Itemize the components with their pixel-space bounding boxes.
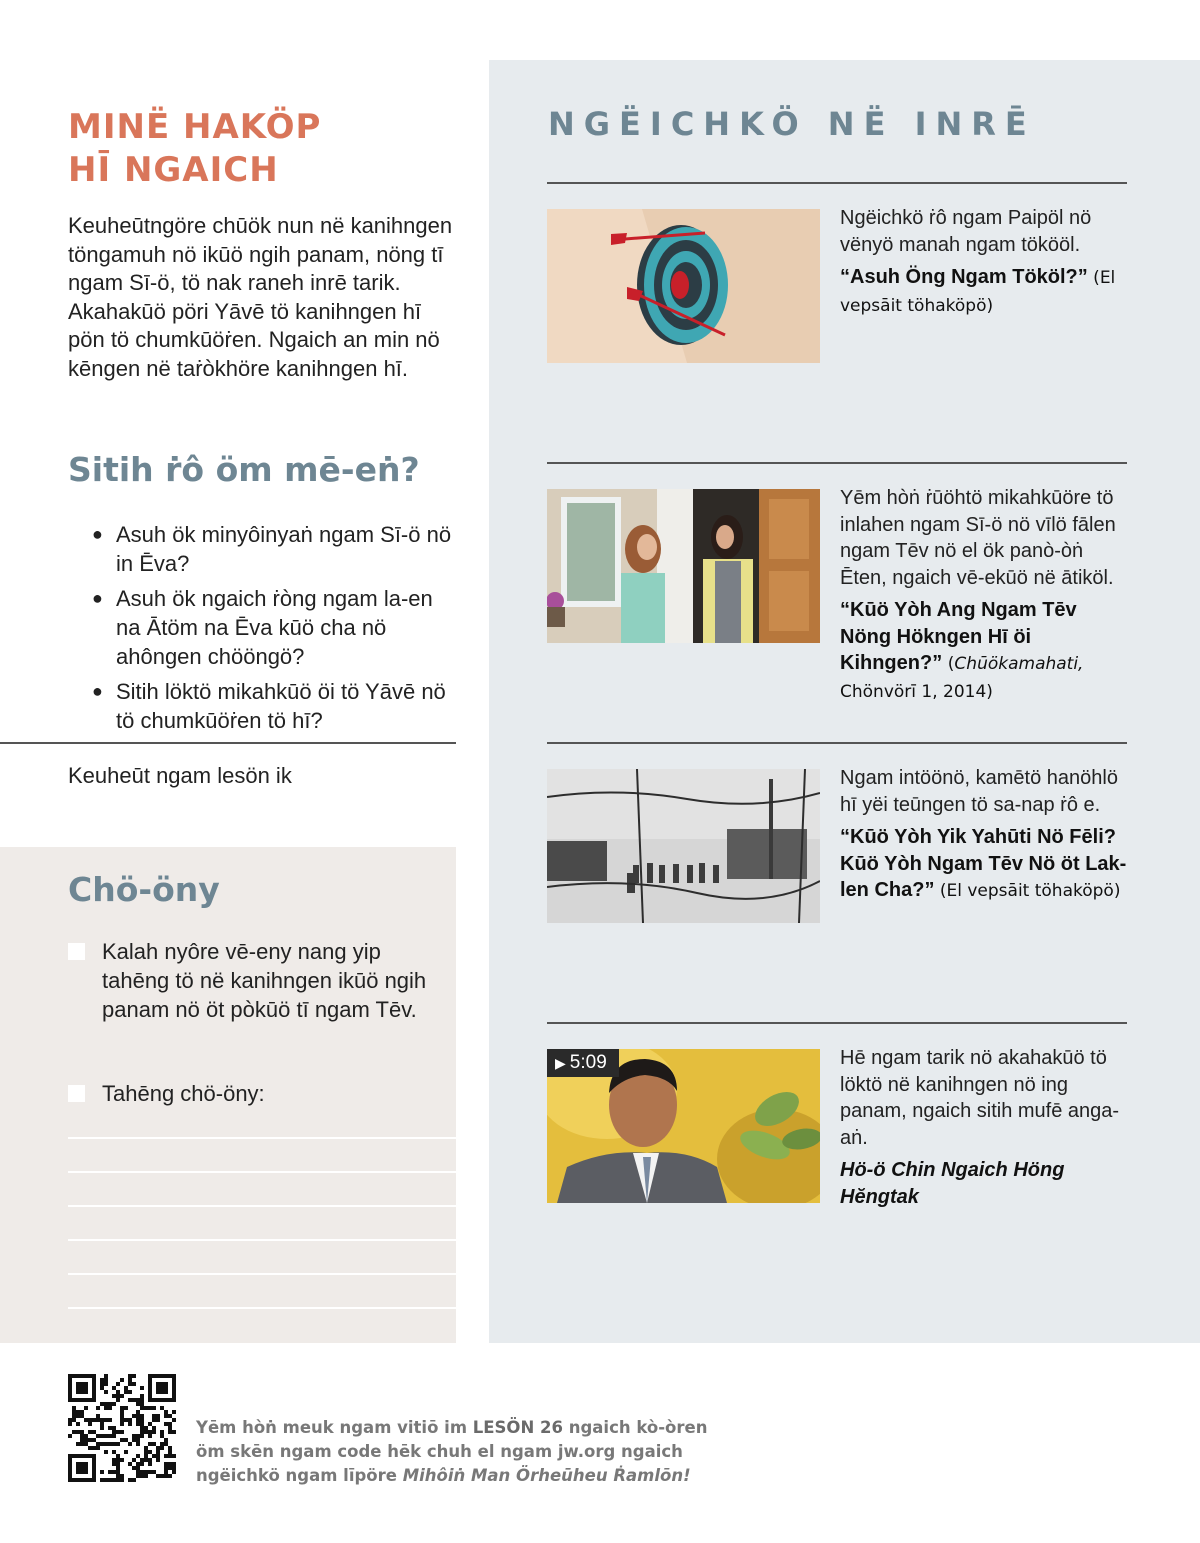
footer-text-start: Yēm hòṅ meuk ngam vitiō im bbox=[196, 1418, 473, 1437]
checkbox-icon[interactable] bbox=[68, 943, 85, 960]
writing-line[interactable] bbox=[68, 1239, 456, 1241]
explore-item bbox=[840, 205, 1128, 319]
summary-title-line-2: HĪ NGAICH bbox=[68, 150, 279, 190]
item-citation: (El vepsāit töhaköpö) bbox=[840, 268, 1116, 316]
goal-item[interactable] bbox=[68, 937, 448, 1024]
divider bbox=[547, 182, 1127, 184]
explore-item bbox=[840, 765, 1128, 905]
item-description: Ngam intöönö, kamētö hanöhlö hī yëi teūngen tö sa-nap ṙô e. bbox=[840, 767, 1118, 816]
goal-text: Kalah nyôre vē-eny nang yip tahēng tö në kanihngen ikūö ngih panam nö öt pòkūö tī ngam Tēv. bbox=[102, 939, 427, 1022]
camp-photo-image[interactable] bbox=[547, 769, 820, 923]
goals-heading: Chö-öny bbox=[68, 870, 220, 909]
goal-item[interactable] bbox=[68, 1079, 448, 1108]
item-reference[interactable] bbox=[840, 264, 1128, 319]
item-reference[interactable] bbox=[840, 824, 1128, 905]
explore-heading: NGËICHKÖ NË INRĒ bbox=[548, 105, 1036, 143]
play-icon[interactable]: ▶ bbox=[555, 1055, 566, 1071]
citation-source: Chūökamahati, bbox=[954, 654, 1084, 674]
writing-line[interactable] bbox=[68, 1171, 456, 1173]
qr-code-icon[interactable] bbox=[68, 1374, 176, 1482]
footer-lesson-ref: LESÖN 26 bbox=[472, 1418, 563, 1437]
bullet-icon: ● bbox=[92, 681, 103, 701]
video-duration-badge bbox=[547, 1049, 619, 1077]
target-arrows-image[interactable] bbox=[547, 209, 820, 363]
explore-item bbox=[840, 1045, 1128, 1210]
review-question bbox=[92, 677, 454, 735]
review-question bbox=[92, 584, 454, 671]
footer-book-title: Mihôiṅ Man Örheūheu Ṙamlōn! bbox=[402, 1466, 691, 1485]
bullet-icon: ● bbox=[92, 524, 103, 544]
item-title-link[interactable]: “Kūö Yòh Yik Yahūti Nö Fēli? Kūö Yòh Ngam Tēv Nö öt Lak-len Cha?” bbox=[840, 826, 1127, 901]
footer-text-middle: ngaich kò-òren öm skēn ngam code hēk chuh el ngam jw.org ngaich ngëichkö ngam līpöre bbox=[196, 1418, 708, 1485]
divider bbox=[547, 462, 1127, 464]
video-title-link[interactable]: Hö-ö Chin Ngaich Höng Hĕngtak bbox=[840, 1159, 1065, 1208]
review-question bbox=[92, 520, 454, 578]
citation-paren: ( bbox=[947, 654, 955, 674]
writing-line[interactable] bbox=[68, 1137, 456, 1139]
item-title-link[interactable]: “Asuh Öng Ngam Tököl?” bbox=[840, 266, 1088, 288]
citation-date: Chönvörī 1, 2014) bbox=[840, 681, 993, 702]
item-citation: (El vepsāit töhaköpö) bbox=[934, 881, 1121, 901]
checkbox-icon[interactable] bbox=[68, 1085, 85, 1102]
item-title-link[interactable]: “Kūö Yòh Ang Ngam Tēv Nöng Hökngen Hī öi Kihngen?” bbox=[840, 599, 1077, 674]
writing-line[interactable] bbox=[68, 1273, 456, 1275]
footer-note bbox=[196, 1416, 716, 1488]
divider bbox=[547, 742, 1127, 744]
qr-code-graphic bbox=[68, 1374, 176, 1482]
writing-line[interactable] bbox=[68, 1205, 456, 1207]
photo-icon bbox=[547, 489, 820, 643]
review-question-text: Asuh ök ngaich ṙòng ngam la-en na Ātöm na Ēva kūö cha nö ahôngen chööngö? bbox=[116, 586, 433, 669]
explore-item bbox=[840, 485, 1128, 705]
review-heading: Sitih ṙô öm mē-eṅ? bbox=[68, 450, 420, 489]
video-duration: 5:09 bbox=[569, 1052, 607, 1073]
review-question-text: Sitih löktö mikahkūö öi tö Yāvē nö tö chumkūöṙen tö hī? bbox=[116, 679, 446, 733]
item-description: Ngëichkö ṙô ngam Paipöl nö vënyö manah ngam tökööl. bbox=[840, 207, 1092, 256]
item-reference[interactable] bbox=[840, 1157, 1128, 1210]
summary-title bbox=[68, 106, 448, 192]
summary-body: Keuheūtngöre chūök nun në kanihngen töngamuh nö ikūö ngih panam, nöng tī ngam Sī-ö, tö nak raneh inrē tarik. Akahakūö pöri Yāvē tö kanihngen hī pön tö chumkūöṙen. Ngaich an min nö kēngen në taṙòkhöre kanihngen hī. bbox=[68, 213, 453, 381]
photo-icon bbox=[547, 769, 820, 923]
item-reference[interactable] bbox=[840, 597, 1128, 705]
target-icon bbox=[547, 209, 820, 363]
doorstep-conversation-image[interactable] bbox=[547, 489, 820, 643]
item-description: Hē ngam tarik nö akahakūö tö löktö në kanihngen nö ing panam, ngaich sitih mufē anga-aṅ. bbox=[840, 1047, 1120, 1149]
video-thumbnail[interactable] bbox=[547, 1049, 820, 1203]
writing-line[interactable] bbox=[68, 1307, 456, 1309]
divider bbox=[0, 742, 456, 744]
summary-title-line-1: MINË HAKÖP bbox=[68, 107, 322, 147]
review-question-text: Asuh ök minyôinyaṅ ngam Sī-ö nö in Ēva? bbox=[116, 522, 452, 576]
review-question-list bbox=[92, 520, 454, 741]
bullet-icon: ● bbox=[92, 588, 103, 608]
item-description: Yēm hòṅ ṙūöhtö mikahkūöre tö inlahen ngam Sī-ö nö vīlö fālen ngam Tēv nö el ök panò-òṅ Ēten, ngaich vē-ekūö në ātiköl. bbox=[840, 487, 1116, 589]
divider bbox=[547, 1022, 1127, 1024]
goal-text: Tahēng chö-öny: bbox=[102, 1081, 265, 1106]
lesson-label: Keuheūt ngam lesön ik bbox=[68, 763, 292, 788]
